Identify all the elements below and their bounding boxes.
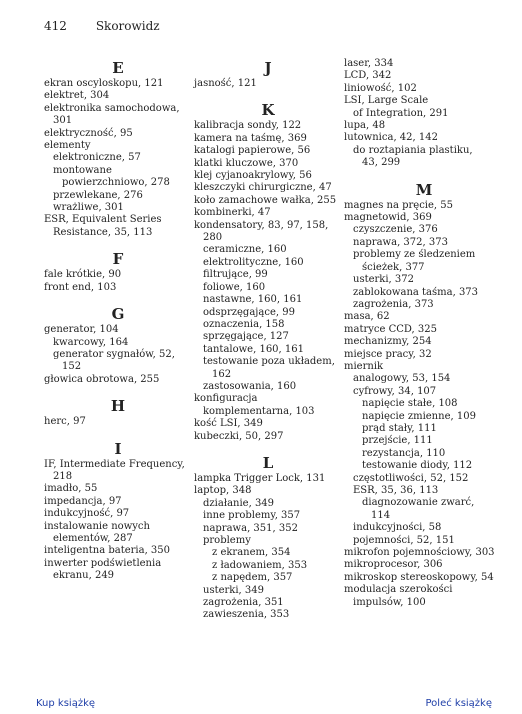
index-entry: matryce CCD, 325: [344, 323, 437, 335]
index-entry: elektryczność, 95: [44, 127, 133, 139]
index-entry: 218: [53, 470, 73, 482]
index-entry: of Integration, 291: [353, 107, 449, 119]
index-entry: przewlekane, 276: [53, 189, 143, 201]
index-entry: foliowe, 160: [203, 281, 266, 293]
index-entry: głowica obrotowa, 255: [44, 373, 160, 385]
index-entry: tantalowe, 160, 161: [203, 343, 304, 355]
index-entry: miejsce pracy, 32: [344, 348, 432, 360]
page-header: [44, 19, 160, 33]
index-entry: komplementarna, 103: [203, 405, 315, 417]
index-entry: 152: [62, 361, 82, 373]
index-entry: mechanizmy, 254: [344, 336, 432, 348]
index-section: [44, 439, 192, 583]
index-entry: 114: [371, 509, 391, 521]
index-entry: ceramiczne, 160: [203, 244, 287, 256]
index-entry: problemy ze śledzeniem: [353, 249, 476, 261]
index-entry: elektronika samochodowa,: [44, 102, 180, 114]
index-entry: LSI, Large Scale: [344, 95, 429, 107]
index-entry: do roztapiania plastiku,: [353, 144, 473, 156]
index-entry: naprawa, 372, 373: [353, 236, 448, 248]
index-entry: montowane: [53, 164, 112, 176]
page-number: 412: [44, 19, 67, 33]
index-entry: testowanie diody, 112: [362, 460, 473, 472]
index-section: [44, 249, 192, 294]
index-entry: magnetowid, 369: [344, 212, 432, 224]
index-entry: katalogi papierowe, 56: [194, 145, 311, 157]
section-letter-heading: F: [112, 250, 124, 269]
index-entry: koło zamachowe wałka, 255: [194, 194, 337, 206]
section-letter-heading: K: [261, 101, 275, 120]
index-entry: kość LSI, 349: [194, 418, 263, 430]
index-entry: napięcie zmienne, 109: [362, 410, 476, 422]
index-section: [44, 58, 192, 239]
index-entry: ekranu, 249: [53, 570, 115, 582]
index-entry: wrażliwe, 301: [53, 202, 124, 214]
index-entry: ESR, Equivalent Series: [44, 214, 162, 226]
index-entry: mikroprocesor, 306: [344, 559, 443, 571]
index-entry: impedancja, 97: [44, 495, 122, 507]
index-entry: elektret, 304: [44, 90, 110, 102]
section-letter-heading: J: [264, 59, 272, 77]
index-entry: elektrolityczne, 160: [203, 256, 304, 268]
index-entry: z ekranem, 354: [212, 547, 291, 559]
index-entry: prąd stały, 111: [362, 422, 437, 434]
index-entry: inne problemy, 357: [203, 510, 301, 522]
index-entry: sprzęgające, 127: [203, 331, 289, 343]
index-entry: powierzchniowo, 278: [62, 177, 170, 189]
section-letter-heading: L: [262, 453, 274, 472]
index-entry: pojemności, 52, 151: [353, 534, 455, 546]
index-entry: kwarcowy, 164: [53, 336, 129, 348]
index-entry: front end, 103: [44, 281, 117, 293]
index-entry: napięcie stałe, 108: [362, 398, 458, 410]
index-entry: naprawa, 351, 352: [203, 522, 298, 534]
index-entry: zagrożenia, 373: [353, 298, 434, 310]
section-letter-heading: E: [112, 59, 124, 77]
index-section: [194, 453, 342, 622]
section-letter-heading: H: [110, 397, 126, 416]
index-entry: kondensatory, 83, 97, 158,: [194, 219, 329, 231]
index-entry: herc, 97: [44, 416, 86, 428]
index-section: [44, 396, 192, 428]
index-section: [194, 58, 342, 90]
index-entry: cyfrowy, 34, 107: [353, 385, 437, 397]
index-entry: 280: [203, 232, 223, 244]
index-entry: 301: [53, 115, 73, 127]
index-entry: 43, 299: [362, 157, 401, 169]
index-entry: generator, 104: [44, 324, 119, 336]
index-entry: liniowość, 102: [344, 82, 417, 94]
index-entry: fale krótkie, 90: [44, 269, 122, 281]
index-entry: inteligentna bateria, 350: [44, 545, 171, 557]
index-entry: klej cyjanoakrylowy, 56: [194, 170, 312, 182]
index-entry: indukcyjność, 97: [44, 508, 130, 520]
index-entry: elementy: [44, 140, 91, 152]
recommend-book-link[interactable]: Poleć książkę: [425, 698, 492, 709]
index-entry: analogowy, 53, 154: [353, 373, 451, 385]
buy-book-link[interactable]: Kup książkę: [36, 698, 96, 709]
index-entry: lutownica, 42, 142: [344, 132, 438, 144]
index-entry: kubeczki, 50, 297: [194, 430, 284, 442]
index-entry: częstotliwości, 52, 152: [353, 472, 469, 484]
index-entry: mikrofon pojemnościowy, 303: [344, 547, 495, 559]
page-title: Skorowidz: [95, 19, 160, 33]
index-entry: IF, Intermediate Frequency,: [44, 458, 185, 470]
index-entry: ESR, 35, 36, 113: [353, 485, 439, 496]
index-entry: rezystancja, 110: [362, 447, 446, 459]
index-entry: zagrożenia, 351: [203, 597, 284, 609]
index-entry: filtrujące, 99: [203, 269, 268, 281]
index-entry: kalibracja sondy, 122: [194, 120, 302, 132]
index-entry: inwerter podświetlenia: [44, 557, 162, 569]
section-letter-heading: M: [415, 180, 433, 199]
index-entry: magnes na pręcie, 55: [344, 199, 453, 211]
index-entry: nastawne, 160, 161: [203, 294, 303, 306]
index-entry: diagnozowanie zwarć,: [362, 497, 475, 509]
index-entry: Resistance, 35, 113: [53, 226, 153, 238]
index-entry: elementów, 287: [53, 532, 133, 544]
index-column-3: [344, 58, 504, 609]
index-column-2: [194, 58, 342, 622]
index-entry: masa, 62: [344, 311, 390, 323]
index-entry: laser, 334: [344, 58, 394, 69]
index-entry: instalowanie nowych: [44, 520, 150, 532]
index-entry: LCD, 342: [344, 70, 392, 82]
index-entry: lupa, 48: [344, 120, 386, 132]
index-entry: modulacja szerokości: [344, 584, 453, 596]
section-letter-heading: G: [111, 305, 125, 324]
index-entry: miernik: [344, 360, 384, 372]
index-entry: jasność, 121: [194, 78, 257, 89]
index-entry: klatki kluczowe, 370: [194, 157, 299, 169]
index-entry: indukcyjności, 58: [353, 522, 442, 534]
index-entry: czyszczenie, 376: [353, 224, 438, 236]
index-entry: zablokowana taśma, 373: [353, 286, 479, 298]
index-entry: z napędem, 357: [212, 572, 293, 584]
index-entry: generator sygnałów, 52,: [53, 348, 175, 360]
index-entry: mikroskop stereoskopowy, 54: [344, 571, 494, 583]
index-entry: 162: [212, 368, 232, 380]
index-column-1: [44, 58, 192, 583]
index-entry: kleszczyki chirurgiczne, 47: [194, 182, 332, 194]
index-entry: działanie, 349: [203, 497, 275, 509]
index-entry: imadło, 55: [44, 483, 98, 495]
index-entry: odsprzęgające, 99: [203, 306, 295, 318]
section-letter-heading: I: [114, 439, 122, 458]
index-entry: usterki, 349: [203, 584, 264, 596]
index-entry: laptop, 348: [194, 485, 252, 497]
index-entry: konfiguracja: [194, 393, 258, 405]
index-entry: oznaczenia, 158: [203, 318, 285, 330]
index-entry: zawieszenia, 353: [203, 609, 290, 621]
index-entry: ścieżek, 377: [362, 261, 425, 273]
index-entry: zastosowania, 160: [203, 380, 297, 392]
index-entry: lampka Trigger Lock, 131: [194, 472, 326, 484]
index-entry: usterki, 372: [353, 274, 414, 286]
index-section: [344, 58, 504, 170]
index-entry: testowanie poza układem,: [203, 356, 335, 368]
index-entry: problemy: [203, 535, 251, 546]
index-entry: kombinerki, 47: [194, 207, 271, 219]
index-section: [194, 100, 342, 443]
index-section: [344, 180, 504, 609]
index-entry: impulsów, 100: [353, 596, 426, 608]
index-section: [44, 304, 192, 386]
index-entry: ekran oscyloskopu, 121: [44, 78, 164, 89]
index-entry: z ładowaniem, 353: [212, 559, 308, 571]
index-entry: elektroniczne, 57: [53, 152, 141, 164]
index-entry: kamera na taśmę, 369: [194, 132, 307, 144]
index-entry: przejście, 111: [362, 435, 433, 447]
